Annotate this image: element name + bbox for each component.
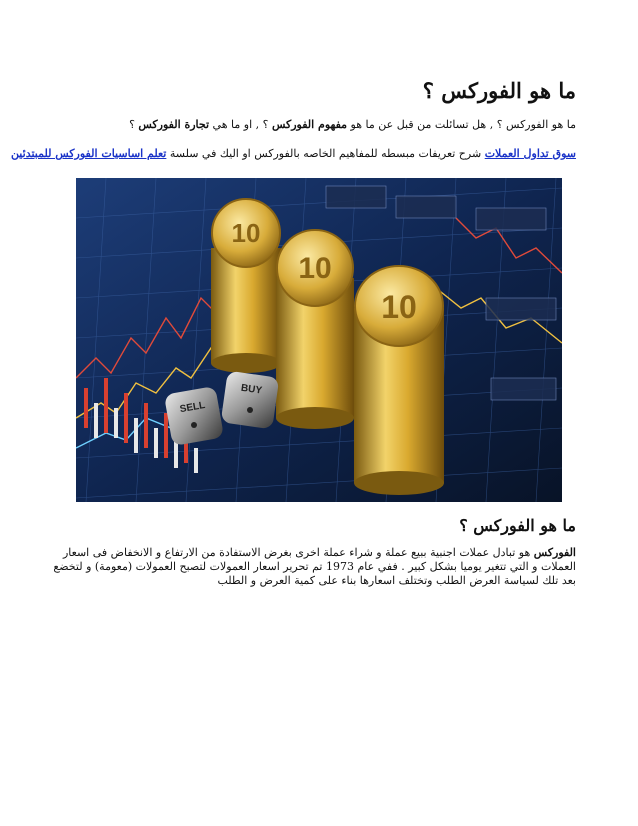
die-buy-label: BUY (240, 382, 263, 397)
coin-stack-right (354, 266, 444, 495)
section-heading: ما هو الفوركس ؟ (459, 516, 576, 535)
coin-denomination-right: 10 (381, 289, 417, 325)
intro-text-3: ؟ (129, 118, 139, 131)
series-paragraph (11, 147, 576, 160)
coin-stack-middle (276, 230, 354, 429)
forex-coins-photo (76, 178, 562, 502)
coin-denomination-left: 10 (231, 218, 261, 248)
coin-denomination-middle: 10 (298, 252, 332, 285)
body-bold-forex: الفوركس (533, 546, 576, 559)
intro-text-2: ؟ , او ما هي (209, 118, 272, 131)
forex-basics-link[interactable]: تعلم اساسيات الفوركس للمبتدئين (10, 147, 167, 160)
body-paragraph (53, 546, 576, 588)
body-line-1-text: هو تبادل عملات اجنبية ببيع عملة و شراء عملة اخرى بغرض الاستفادة من الارتفاع و الانخفاض فى اسعار (63, 546, 534, 559)
body-line-3: بعد تلك لسياسة العرض الطلب وتختلف اسعارها بناء على كمية العرض و الطلب (217, 574, 576, 587)
intro-paragraph (129, 118, 576, 131)
intro-bold-forex-concept: مفهوم الفوركس (271, 118, 348, 131)
series-text: شرح تعريفات مبسطه للمفاهيم الخاصه بالفوركس او اليك في سلسة (166, 147, 485, 160)
page-title: ما هو الفوركس ؟ (422, 78, 576, 103)
die-sell-label: SELL (178, 399, 207, 416)
intro-bold-forex-trading: تجارة الفوركس (138, 118, 210, 131)
body-line-2: العملات و التي تتغير يوميا بشكل كبير . ففي عام 1973 تم تحرير اسعار العمولات لتصبح العمولات (معومة) و لتخضع (53, 560, 576, 573)
body-line-1 (53, 546, 576, 560)
currency-market-link[interactable]: سوق تداول العملات (484, 147, 576, 160)
intro-text-1: ما هو الفوركس ؟ , هل تسائلت من قبل عن ما هو (347, 118, 576, 131)
die-buy (221, 371, 280, 430)
die-sell (164, 386, 224, 446)
coin-stack-left (211, 199, 281, 373)
